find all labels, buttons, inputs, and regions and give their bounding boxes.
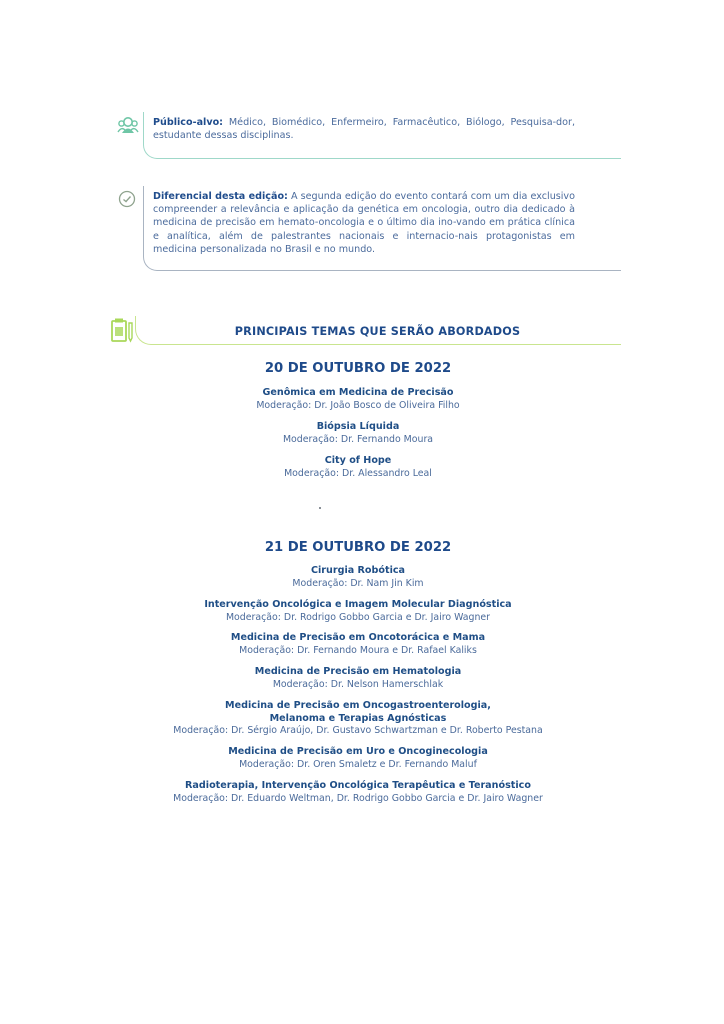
topic-title: Cirurgia Robótica bbox=[310, 565, 406, 576]
audience-box bbox=[143, 112, 621, 159]
topic-moderation: Moderação: Dr. Eduardo Weltman, Dr. Rodrigo Gobbo Garcia e Dr. Jairo Wagner bbox=[173, 792, 543, 804]
topic-title: Radioterapia, Intervenção Oncológica Terapêutica e Teranóstico bbox=[185, 780, 531, 791]
topic-title: City of Hope bbox=[324, 455, 392, 466]
topic-title: Medicina de Precisão em Oncotorácica e Mama bbox=[230, 632, 486, 643]
topic-item bbox=[120, 780, 596, 805]
day-heading: 21 DE OUTUBRO DE 2022 bbox=[264, 540, 452, 555]
section-title: PRINCIPAIS TEMAS QUE SERÃO ABORDADOS bbox=[234, 325, 521, 338]
topic-item bbox=[120, 421, 596, 446]
topic-title-line2: Melanoma e Terapias Agnósticas bbox=[269, 712, 447, 724]
topic-moderation: Moderação: Dr. Fernando Moura e Dr. Rafael Kaliks bbox=[239, 644, 477, 656]
people-badge-icon bbox=[117, 116, 139, 134]
topic-item bbox=[120, 666, 596, 691]
notepad-pencil-icon bbox=[111, 317, 133, 343]
audience-label: Público-alvo: bbox=[153, 117, 224, 128]
topic-item bbox=[120, 565, 596, 590]
check-seal-icon bbox=[118, 190, 136, 208]
topic-item bbox=[120, 632, 596, 657]
topic-title: Medicina de Precisão em Uro e Oncoginecologia bbox=[228, 746, 488, 757]
topic-item bbox=[120, 599, 596, 624]
topic-title: Intervenção Oncológica e Imagem Molecular Diagnóstica bbox=[204, 599, 512, 610]
topic-moderation: Moderação: Dr. Sérgio Araújo, Dr. Gustavo Schwartzman e Dr. Roberto Pestana bbox=[173, 725, 543, 736]
differential-label: Diferencial desta edição: bbox=[153, 191, 288, 202]
audience-description: Médico, Biomédico, Enfermeiro, Farmacêutico, Biólogo, Pesquisa-dor, estudante dessas disciplinas. bbox=[153, 117, 575, 142]
topic-item bbox=[120, 455, 596, 480]
topic-title: Biópsia Líquida bbox=[316, 421, 400, 432]
topic-moderation: Moderação: Dr. Nelson Hamerschlak bbox=[272, 678, 444, 690]
topic-moderation: Moderação: Dr. Fernando Moura bbox=[282, 433, 434, 445]
topic-moderation: Moderação: Dr. Nam Jin Kim bbox=[292, 577, 424, 589]
day-heading: 20 DE OUTUBRO DE 2022 bbox=[264, 361, 452, 376]
topic-item bbox=[120, 746, 596, 771]
topic-moderation: Moderação: Dr. Rodrigo Gobbo Garcia e Dr. Jairo Wagner bbox=[225, 611, 491, 623]
differential-box bbox=[143, 186, 621, 271]
audience-text bbox=[153, 116, 575, 142]
differential-description: A segunda edição do evento contará com um dia exclusivo compreender a relevância e aplicação da genética em oncologia, outro dia dedicado à medicina de precisão em hemato-oncologia e o último dia ino-vando em prática clínica e analítica, além de palestrantes nacionais e internacio-nais protagonistas em medicina personalizada no Brasil e no mundo. bbox=[153, 191, 575, 255]
topic-title: Genômica em Medicina de Precisão bbox=[262, 387, 454, 398]
topic-item bbox=[120, 700, 596, 738]
differential-text bbox=[153, 190, 575, 256]
topic-moderation: Moderação: Dr. Alessandro Leal bbox=[284, 467, 432, 479]
stray-mark bbox=[319, 507, 321, 509]
topic-title: Medicina de Precisão em Oncogastroenterologia, bbox=[225, 700, 491, 711]
topic-item bbox=[120, 387, 596, 412]
topic-moderation: Moderação: Dr. João Bosco de Oliveira Filho bbox=[256, 399, 460, 411]
topic-moderation: Moderação: Dr. Oren Smaletz e Dr. Fernando Maluf bbox=[239, 758, 477, 770]
topic-title: Medicina de Precisão em Hematologia bbox=[254, 666, 462, 677]
